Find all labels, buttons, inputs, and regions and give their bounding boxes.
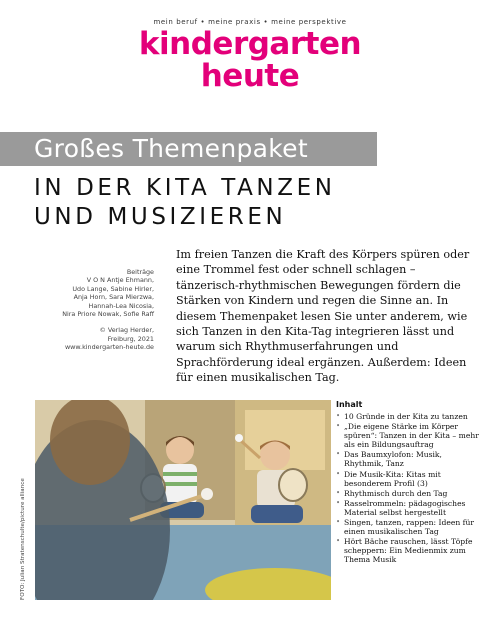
toc-item-label: Rasselrommeln: pädagogisches Material selbst hergestellt: [344, 498, 466, 517]
bullet-icon: •: [336, 537, 341, 546]
headline-line-1: IN DER KITA TANZEN: [34, 175, 336, 201]
table-of-contents: [336, 400, 480, 566]
article-photo: [35, 400, 331, 600]
toc-item-label: Die Musik-Kita: Kitas mit besonderem Profil (3): [344, 469, 441, 488]
banner-title: Großes Themenpaket: [34, 134, 308, 163]
credits-author: V O N Antje Ehmann,: [86, 276, 154, 285]
credits: [34, 268, 154, 352]
toc-item: [336, 450, 480, 468]
credits-spacer: [34, 318, 154, 326]
photo-credit: FOTO: Julian Stratenschulte/picture alliance: [20, 478, 26, 600]
toc-item-label: Hört Bäche rauschen, lässt Töpfe scheppern: Ein Medienmix zum Thema Musik: [344, 537, 473, 565]
toc-item: [336, 518, 480, 536]
bullet-icon: •: [336, 450, 341, 459]
headline-line-2: UND MUSIZIEREN: [34, 204, 287, 230]
intro-text: Im freien Tanzen die Kraft des Körpers spüren oder eine Trommel fest oder schnell schlagen – tänzerisch-rhythmischen Bewegungen fördern die Stärken von Kindern und regen die Sinne an. In diesem Themenpaket lesen Sie unter anderem, wie sich Tanzen in den Kita-Tag integrieren lässt und warum sich Rhythmuserfahrungen und Sprachförderung ideal ergänzen. Außerdem: Ideen für einen musikalischen Tag.: [176, 248, 470, 385]
credits-author: Nira Priore Nowak, Sofie Raff: [62, 310, 154, 319]
toc-item-label: 10 Gründe in der Kita zu tanzen: [344, 412, 468, 421]
tagline: mein beruf • meine praxis • meine perspektive: [153, 18, 347, 26]
toc-item-label: Rhythmisch durch den Tag: [344, 488, 448, 498]
toc-heading: Inhalt: [336, 400, 363, 409]
toc-item-label: „Die eigene Stärke im Körper spüren“: Tanzen in der Kita – mehr als ein Bildungsauftrag: [344, 422, 479, 450]
credits-author: Anja Horn, Sara Mierzwa,: [73, 293, 154, 302]
toc-item: [336, 537, 480, 564]
toc-item: [336, 470, 480, 488]
toc-item: [336, 499, 480, 517]
logo-kindergarten: kindergarten: [138, 26, 362, 62]
bullet-icon: •: [336, 469, 341, 478]
toc-item: [336, 489, 480, 498]
copyright-line: Freiburg, 2021: [107, 334, 154, 343]
bullet-icon: •: [336, 518, 341, 527]
bullet-icon: •: [336, 498, 341, 507]
bullet-icon: •: [336, 422, 341, 431]
photo-illustration: [35, 400, 331, 600]
bullet-icon: •: [336, 488, 341, 497]
credits-author: Hannah-Lea Nicosia,: [88, 301, 154, 310]
website-link[interactable]: www.kindergarten-heute.de: [64, 343, 154, 352]
toc-item: [336, 412, 480, 421]
logo-heute: heute: [200, 58, 300, 94]
bullet-icon: •: [336, 412, 341, 420]
credits-author: Udo Lange, Sabine Hirler,: [72, 284, 154, 293]
toc-item-label: Singen, tanzen, rappen: Ideen für einen musikalischen Tag: [344, 518, 474, 537]
copyright-line: © Verlag Herder,: [99, 326, 154, 335]
credits-label: Beiträge: [126, 268, 154, 276]
toc-item-label: Das Baumxylofon: Musik, Rhythmik, Tanz: [344, 450, 442, 469]
headline: [34, 174, 474, 232]
toc-item: [336, 422, 480, 449]
topic-banner: [0, 132, 377, 166]
